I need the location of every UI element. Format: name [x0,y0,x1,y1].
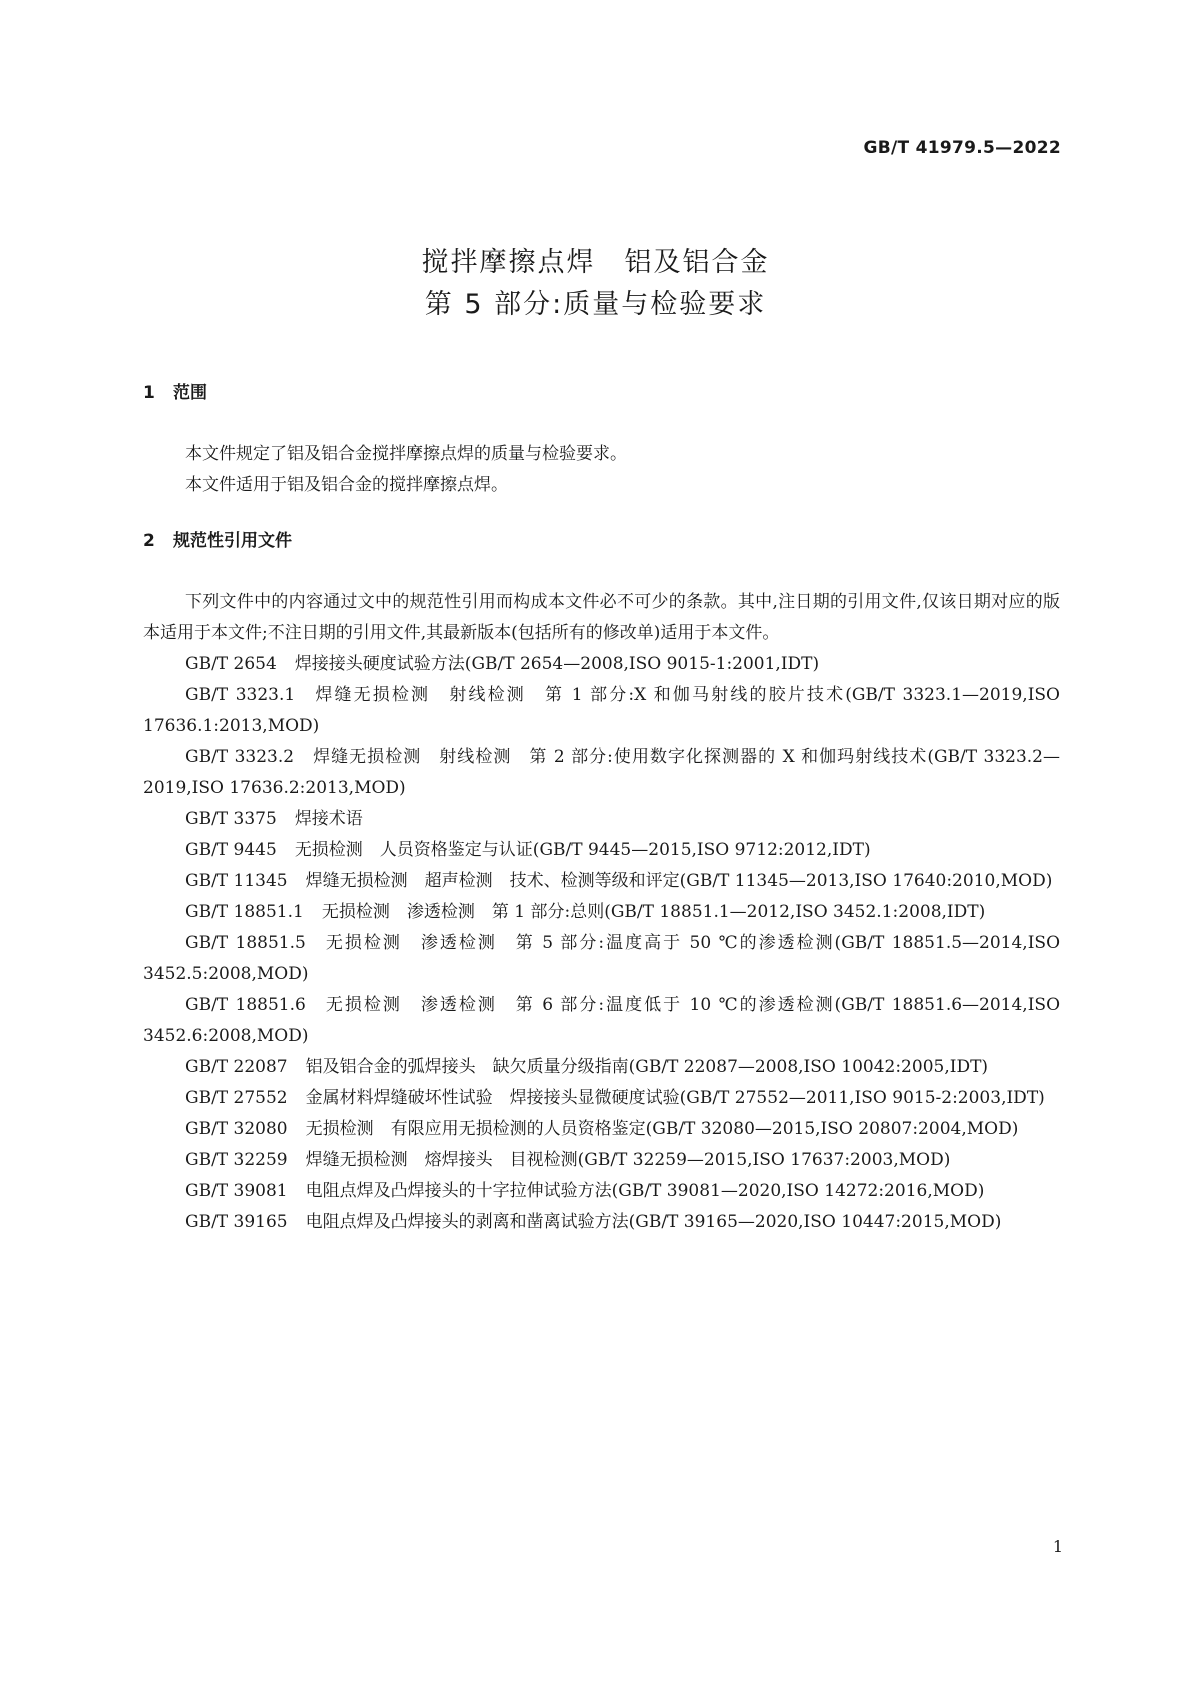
reference-item [143,1114,1060,1145]
reference-code: GB/T 3323.1 [185,685,296,705]
reference-title: 焊缝无损检测 射线检测 第 1 部分:X 和伽马射线的胶片技术(GB/T 3323.1—2019,ISO 17636.1:2013,MOD) [143,685,1060,736]
reference-title: 焊接接头硬度试验方法(GB/T 2654—2008,ISO 9015-1:2001,IDT) [294,654,820,674]
reference-item [143,990,1060,1052]
reference-title: 焊缝无损检测 射线检测 第 2 部分:使用数字化探测器的 X 和伽玛射线技术(GB/T 3323.2—2019,ISO 17636.2:2013,MOD) [143,747,1061,798]
reference-title: 无损检测 渗透检测 第 5 部分:温度高于 50 ℃的渗透检测(GB/T 18851.5—2014,ISO 3452.5:2008,MOD) [143,933,1060,984]
section-2-intro: 下列文件中的内容通过文中的规范性引用而构成本文件必不可少的条款。其中,注日期的引用文件,仅该日期对应的版本适用于本文件;不注日期的引用文件,其最新版本(包括所有的修改单)适用于本文件。 [143,592,1060,643]
title-line-2: 第 5 部分:质量与检验要求 [424,289,767,320]
reference-code: GB/T 18851.1 [185,902,304,922]
reference-code: GB/T 9445 [185,840,277,860]
section-1-title: 范围 [173,383,207,403]
reference-code: GB/T 39081 [185,1181,288,1201]
reference-item [143,1052,1060,1083]
reference-title: 焊缝无损检测 熔焊接头 目视检测(GB/T 32259—2015,ISO 17637:2003,MOD) [305,1150,951,1170]
reference-item [143,835,1060,866]
reference-item [143,1145,1060,1176]
section-1-paragraph: 本文件适用于铝及铝合金的搅拌摩擦点焊。 [185,475,508,495]
reference-title: 焊接术语 [294,809,363,829]
reference-code: GB/T 22087 [185,1057,288,1077]
reference-item [143,649,1060,680]
section-2-heading [143,526,1060,557]
document-id: GB/T 41979.5—2022 [863,138,1061,158]
reference-item [143,742,1060,804]
reference-title: 金属材料焊缝破坏性试验 焊接接头显微硬度试验(GB/T 27552—2011,ISO 9015-2:2003,IDT) [305,1088,1045,1108]
reference-item [143,1083,1060,1114]
reference-code: GB/T 2654 [185,654,277,674]
reference-list [143,649,1060,1238]
title-line-1: 搅拌摩擦点焊 铝及铝合金 [421,247,770,278]
reference-item [143,804,1060,835]
reference-item [143,866,1060,897]
reference-code: GB/T 3375 [185,809,277,829]
reference-code: GB/T 27552 [185,1088,288,1108]
reference-item [143,897,1060,928]
section-1-paragraph: 本文件规定了铝及铝合金搅拌摩擦点焊的质量与检验要求。 [185,444,627,464]
reference-title: 无损检测 有限应用无损检测的人员资格鉴定(GB/T 32080—2015,ISO 20807:2004,MOD) [305,1119,1019,1139]
reference-title: 无损检测 渗透检测 第 1 部分:总则(GB/T 18851.1—2012,ISO 3452.1:2008,IDT) [321,902,986,922]
reference-title: 铝及铝合金的弧焊接头 缺欠质量分级指南(GB/T 22087—2008,ISO 10042:2005,IDT) [305,1057,989,1077]
document-title [0,242,1191,326]
section-2-title: 规范性引用文件 [173,531,292,551]
section-1-number: 1 [143,383,155,403]
reference-code: GB/T 11345 [185,871,288,891]
reference-title: 电阻点焊及凸焊接头的剥离和凿离试验方法(GB/T 39165—2020,ISO 10447:2015,MOD) [305,1212,1002,1232]
section-2-number: 2 [143,531,155,551]
reference-item [143,1207,1060,1238]
reference-code: GB/T 32080 [185,1119,288,1139]
reference-item [143,680,1060,742]
reference-title: 无损检测 渗透检测 第 6 部分:温度低于 10 ℃的渗透检测(GB/T 18851.6—2014,ISO 3452.6:2008,MOD) [143,995,1060,1046]
reference-code: GB/T 18851.5 [185,933,306,953]
document-body [143,378,1060,1238]
reference-code: GB/T 39165 [185,1212,288,1232]
reference-code: GB/T 18851.6 [185,995,306,1015]
reference-code: GB/T 3323.2 [185,747,295,767]
page-number: 1 [1052,1537,1063,1556]
reference-title: 电阻点焊及凸焊接头的十字拉伸试验方法(GB/T 39081—2020,ISO 14272:2016,MOD) [305,1181,985,1201]
reference-title: 无损检测 人员资格鉴定与认证(GB/T 9445—2015,ISO 9712:2012,IDT) [294,840,871,860]
reference-item [143,928,1060,990]
section-1-heading [143,378,1060,409]
reference-code: GB/T 32259 [185,1150,288,1170]
reference-title: 焊缝无损检测 超声检测 技术、检测等级和评定(GB/T 11345—2013,ISO 17640:2010,MOD) [305,871,1053,891]
reference-item [143,1176,1060,1207]
